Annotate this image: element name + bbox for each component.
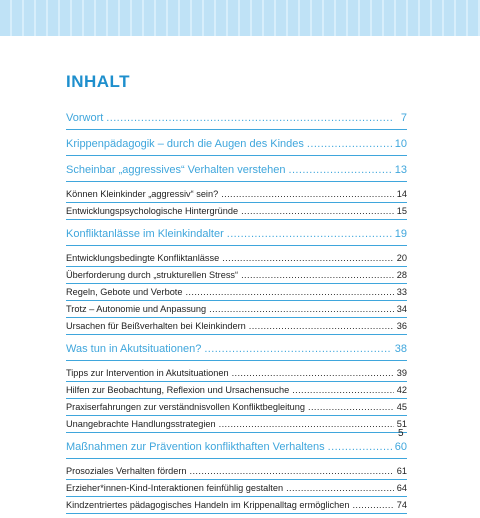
toc-entry-title: Tipps zur Intervention in Akutsituationen bbox=[66, 368, 229, 378]
toc-leader-dots bbox=[190, 463, 394, 479]
toc-entry[interactable] bbox=[66, 203, 407, 220]
toc-entry-title: Entwicklungspsychologische Hintergründe bbox=[66, 206, 239, 216]
toc-section-page: 7 bbox=[400, 112, 407, 124]
toc-section bbox=[66, 339, 407, 433]
toc-section-page: 38 bbox=[394, 343, 407, 355]
toc-entry[interactable] bbox=[66, 284, 407, 301]
toc-entry-title: Hilfen zur Beobachtung, Reflexion und Ursachensuche bbox=[66, 385, 290, 395]
toc-entry-page: 14 bbox=[396, 189, 407, 199]
toc-entry[interactable] bbox=[66, 416, 407, 433]
toc-entry[interactable] bbox=[66, 186, 407, 203]
toc-section-heading[interactable] bbox=[66, 160, 407, 182]
page-title: INHALT bbox=[66, 72, 131, 91]
toc-entry[interactable] bbox=[66, 382, 407, 399]
toc-entry[interactable] bbox=[66, 463, 407, 480]
toc-leader-dots bbox=[227, 224, 392, 245]
toc-leader-dots bbox=[307, 134, 392, 155]
toc-entry[interactable] bbox=[66, 301, 407, 318]
toc-entry-page: 51 bbox=[396, 419, 407, 429]
toc-leader-dots bbox=[249, 318, 394, 334]
toc-entry[interactable] bbox=[66, 318, 407, 335]
toc-section-page: 10 bbox=[394, 138, 407, 150]
toc-section-title: Krippenpädagogik – durch die Augen des Kindes bbox=[66, 138, 304, 150]
toc-entry-title: Überforderung durch „strukturellen Stress“ bbox=[66, 270, 239, 280]
page-number: 5 bbox=[398, 428, 404, 439]
toc-leader-dots bbox=[209, 301, 394, 317]
toc-entry[interactable] bbox=[66, 250, 407, 267]
toc-entry-page: 74 bbox=[396, 500, 407, 510]
toc-entry-title: Kindzentriertes pädagogisches Handeln im Krippenalltag ermöglichen bbox=[66, 500, 350, 510]
toc-leader-dots bbox=[185, 284, 393, 300]
toc-leader-dots bbox=[222, 250, 394, 266]
toc-section-title: Konfliktanlässe im Kleinkindalter bbox=[66, 228, 224, 240]
toc-section-page: 60 bbox=[394, 441, 407, 453]
toc-entry[interactable] bbox=[66, 267, 407, 284]
toc-leader-dots bbox=[232, 365, 394, 381]
toc-section bbox=[66, 160, 407, 220]
toc-section-page: 13 bbox=[394, 164, 407, 176]
toc-entry-page: 34 bbox=[396, 304, 407, 314]
toc-section-title: Scheinbar „aggressives“ Verhalten verstehen bbox=[66, 164, 286, 176]
toc-entry[interactable] bbox=[66, 365, 407, 382]
toc-entry-title: Unangebrachte Handlungsstrategien bbox=[66, 419, 216, 429]
toc-entry-page: 33 bbox=[396, 287, 407, 297]
toc-section-heading[interactable] bbox=[66, 224, 407, 246]
toc-entry-page: 39 bbox=[396, 368, 407, 378]
toc-entry-title: Erzieher*innen-Kind-Interaktionen feinfühlig gestalten bbox=[66, 483, 284, 493]
toc-leader-dots bbox=[241, 203, 394, 219]
toc-section-heading[interactable] bbox=[66, 134, 407, 156]
toc-leader-dots bbox=[286, 480, 394, 496]
toc-leader-dots bbox=[289, 160, 392, 181]
toc-entry-title: Entwicklungsbedingte Konfliktanlässe bbox=[66, 253, 220, 263]
toc-entry-title: Trotz – Autonomie und Anpassung bbox=[66, 304, 207, 314]
toc-section-page: 19 bbox=[394, 228, 407, 240]
toc-entry[interactable] bbox=[66, 399, 407, 416]
top-decorative-band bbox=[0, 0, 480, 36]
toc-leader-dots bbox=[204, 339, 391, 360]
toc-section-title: Maßnahmen zur Prävention konflikthaften Verhaltens bbox=[66, 441, 325, 453]
toc-section bbox=[66, 224, 407, 335]
toc-entry-page: 15 bbox=[396, 206, 407, 216]
toc-leader-dots bbox=[106, 108, 394, 129]
toc-entry-page: 42 bbox=[396, 385, 407, 395]
table-of-contents bbox=[66, 108, 407, 518]
toc-entry-page: 28 bbox=[396, 270, 407, 280]
toc-section-heading[interactable] bbox=[66, 108, 407, 130]
toc-leader-dots bbox=[328, 437, 392, 458]
toc-section bbox=[66, 108, 407, 130]
toc-entry-title: Prosoziales Verhalten fördern bbox=[66, 466, 187, 476]
toc-entry-title: Ursachen für Beißverhalten bei Kleinkindern bbox=[66, 321, 246, 331]
toc-leader-dots bbox=[308, 399, 394, 415]
toc-entry-title: Regeln, Gebote und Verbote bbox=[66, 287, 183, 297]
toc-entry-title: Praxiserfahrungen zur verständnisvollen Konfliktbegleitung bbox=[66, 402, 306, 412]
toc-entry-page: 64 bbox=[396, 483, 407, 493]
toc-entry-page: 45 bbox=[396, 402, 407, 412]
toc-section-title: Was tun in Akutsituationen? bbox=[66, 343, 202, 355]
toc-entry-page: 20 bbox=[396, 253, 407, 263]
toc-entry-page: 36 bbox=[396, 321, 407, 331]
toc-leader-dots bbox=[221, 186, 394, 202]
toc-leader-dots bbox=[241, 267, 394, 283]
toc-section-heading[interactable] bbox=[66, 437, 407, 459]
toc-entry[interactable] bbox=[66, 480, 407, 497]
toc-leader-dots bbox=[292, 382, 394, 398]
toc-section bbox=[66, 134, 407, 156]
toc-section-title: Vorwort bbox=[66, 112, 104, 124]
toc-entry[interactable] bbox=[66, 497, 407, 514]
toc-section bbox=[66, 437, 407, 514]
toc-entry-page: 61 bbox=[396, 466, 407, 476]
toc-entry-title: Können Kleinkinder „aggressiv“ sein? bbox=[66, 189, 219, 199]
toc-leader-dots bbox=[352, 497, 393, 513]
toc-section-heading[interactable] bbox=[66, 339, 407, 361]
toc-leader-dots bbox=[219, 416, 394, 432]
